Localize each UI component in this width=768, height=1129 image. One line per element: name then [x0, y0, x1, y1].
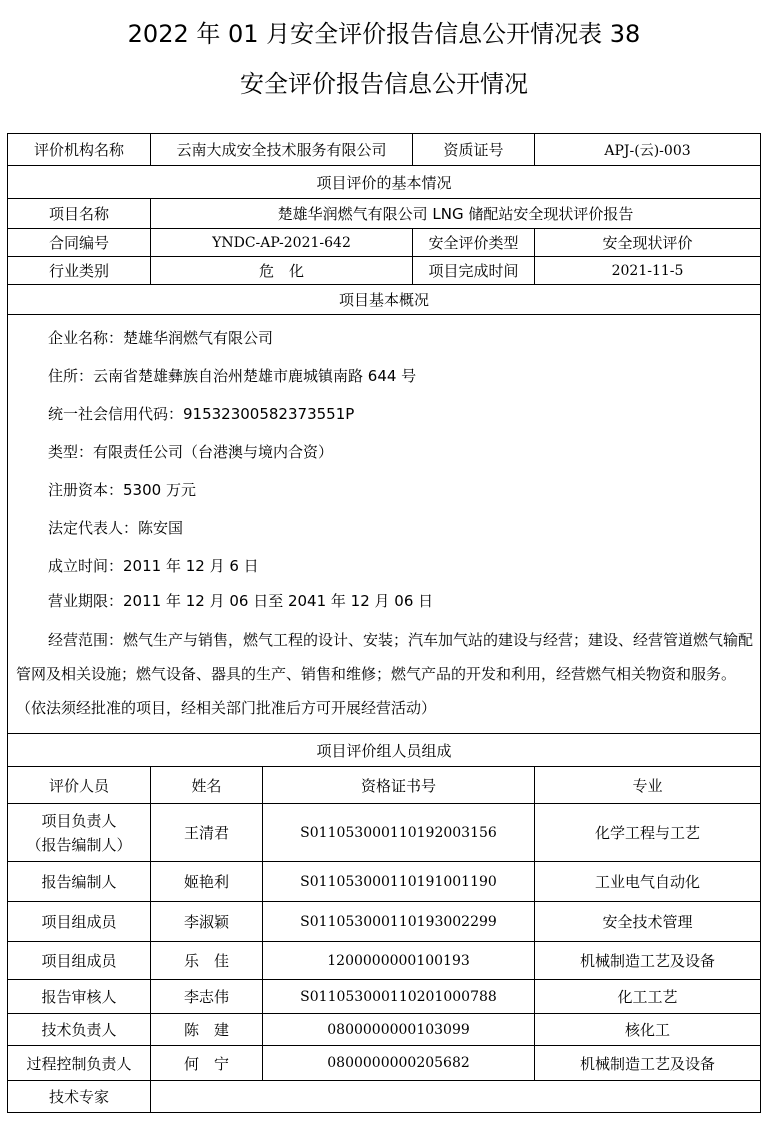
contract-label: 合同编号 — [8, 229, 151, 257]
team-role: 项目负责人 （报告编制人） — [8, 804, 151, 862]
overview-line: 类型：有限责任公司（台港澳与境内合资） — [48, 443, 334, 461]
table-row — [8, 1081, 761, 1113]
team-name: 姬艳利 — [151, 862, 263, 902]
complete-value: 2021-11-5 — [535, 257, 761, 285]
eval-type-label: 安全评价类型 — [413, 229, 535, 257]
expert-value — [151, 1081, 761, 1113]
document-subtitle: 安全评价报告信息公开情况 — [240, 70, 528, 98]
overview-line: 成立时间：2011 年 12 月 6 日 — [48, 557, 259, 575]
team-role: 报告编制人 — [8, 862, 151, 902]
table-row — [8, 862, 761, 902]
team-cert: S011053000110201000788 — [263, 980, 535, 1014]
team-major: 化学工程与工艺 — [535, 804, 761, 862]
table-row — [8, 804, 761, 862]
cert-label: 资质证号 — [413, 134, 535, 166]
team-name: 乐 佳 — [151, 942, 263, 980]
complete-label: 项目完成时间 — [413, 257, 535, 285]
eval-type-value: 安全现状评价 — [535, 229, 761, 257]
team-header-role: 评价人员 — [8, 767, 151, 804]
team-name: 何 宁 — [151, 1046, 263, 1081]
project-name-value: 楚雄华润燃气有限公司 LNG 储配站安全现状评价报告 — [151, 199, 761, 229]
team-major: 安全技术管理 — [535, 902, 761, 942]
document-title: 2022 年 01 月安全评价报告信息公开情况表 38 — [127, 20, 641, 48]
team-name: 李淑颖 — [151, 902, 263, 942]
table-row — [8, 980, 761, 1014]
overview-content — [8, 315, 761, 734]
team-cert: 0800000000205682 — [263, 1046, 535, 1081]
cert-value: APJ-(云)-003 — [535, 134, 761, 166]
project-name-label: 项目名称 — [8, 199, 151, 229]
table-row — [8, 902, 761, 942]
team-major: 核化工 — [535, 1014, 761, 1046]
overview-line: 注册资本：5300 万元 — [48, 481, 196, 499]
team-name: 李志伟 — [151, 980, 263, 1014]
disclosure-table — [7, 133, 761, 1113]
basic-section-header: 项目评价的基本情况 — [8, 166, 761, 199]
team-header-major: 专业 — [535, 767, 761, 804]
team-cert: 0800000000103099 — [263, 1014, 535, 1046]
overview-line: 营业期限：2011 年 12 月 06 日至 2041 年 12 月 06 日 — [48, 592, 434, 610]
industry-label: 行业类别 — [8, 257, 151, 285]
contract-value: YNDC-AP-2021-642 — [151, 229, 413, 257]
table-row — [8, 942, 761, 980]
overview-line: 住所：云南省楚雄彝族自治州楚雄市鹿城镇南路 644 号 — [48, 367, 417, 385]
team-header-cert: 资格证书号 — [263, 767, 535, 804]
table-row — [8, 1046, 761, 1081]
team-major: 机械制造工艺及设备 — [535, 942, 761, 980]
expert-label: 技术专家 — [8, 1081, 151, 1113]
team-cert: 1200000000100193 — [263, 942, 535, 980]
table-row — [8, 1014, 761, 1046]
team-section-header: 项目评价组人员组成 — [8, 734, 761, 767]
org-label: 评价机构名称 — [8, 134, 151, 166]
team-major: 机械制造工艺及设备 — [535, 1046, 761, 1081]
team-role: 报告审核人 — [8, 980, 151, 1014]
team-major: 化工工艺 — [535, 980, 761, 1014]
team-cert: S011053000110192003156 — [263, 804, 535, 862]
team-name: 王清君 — [151, 804, 263, 862]
business-scope: 经营范围：燃气生产与销售，燃气工程的设计、安装；汽车加气站的建设与经营；建设、经营管道燃气输配管网及相关设施；燃气设备、器具的生产、销售和维修；燃气产品的开发和利用，经营燃气相关物资和服务。（依法须经批准的项目，经相关部门批准后方可开展经营活动） — [16, 631, 754, 717]
overview-line: 法定代表人：陈安国 — [48, 519, 184, 537]
team-role: 项目组成员 — [8, 942, 151, 980]
team-header-name: 姓名 — [151, 767, 263, 804]
overview-line: 统一社会信用代码：91532300582373551P — [48, 405, 355, 423]
team-cert: S011053000110193002299 — [263, 902, 535, 942]
org-value: 云南大成安全技术服务有限公司 — [151, 134, 413, 166]
industry-value: 危 化 — [151, 257, 413, 285]
overview-line: 企业名称：楚雄华润燃气有限公司 — [48, 329, 274, 347]
team-name: 陈 建 — [151, 1014, 263, 1046]
team-role: 项目组成员 — [8, 902, 151, 942]
team-cert: S011053000110191001190 — [263, 862, 535, 902]
team-role: 过程控制负责人 — [8, 1046, 151, 1081]
team-major: 工业电气自动化 — [535, 862, 761, 902]
team-role: 技术负责人 — [8, 1014, 151, 1046]
overview-section-header: 项目基本概况 — [8, 285, 761, 315]
